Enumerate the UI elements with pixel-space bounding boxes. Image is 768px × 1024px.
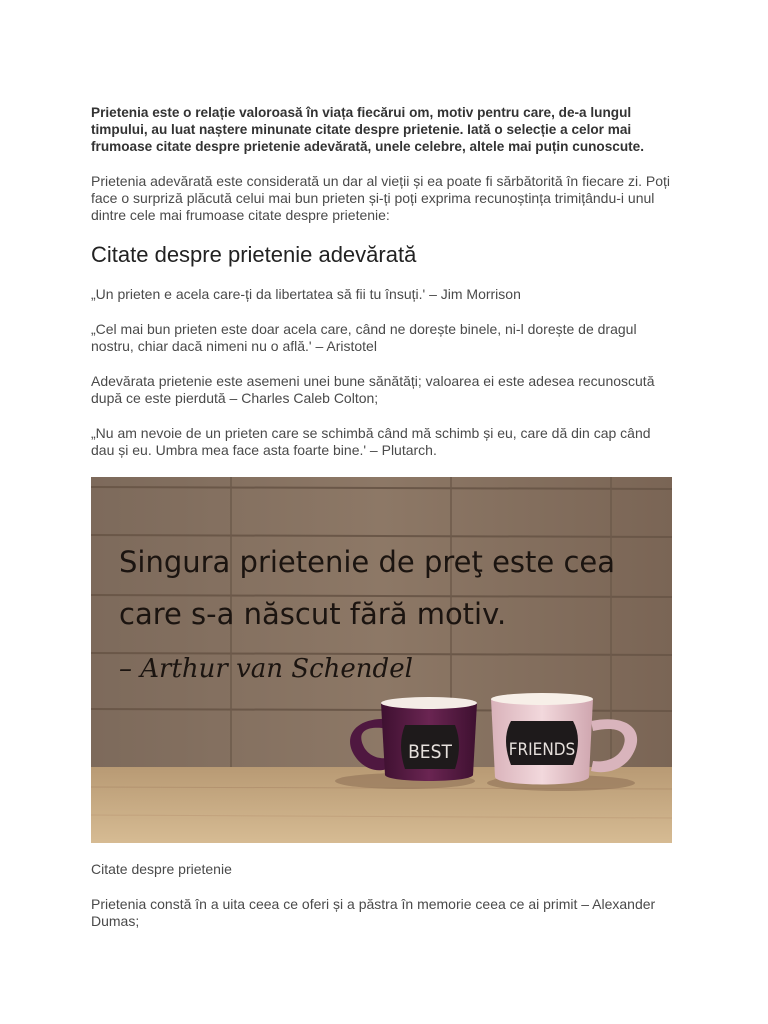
quote-image [91,477,672,843]
image-quote-line1: Singura prietenie de preţ este cea [119,545,616,579]
quote-aristotel: „Cel mai bun prieten este doar acela care, când ne dorește binele, ni-l dorește de dragul nostru, chiar dacă nimeni nu o află.' – Aristotel [91,321,637,354]
image-quote-author: – Arthur van Schendel [119,654,413,684]
mug-best-label: BEST [408,741,452,763]
image-quote-line2: care s-a născut fără motiv. [119,597,507,631]
body-paragraph: Prietenia adevărată este considerată un dar al vieții și ea poate fi sărbătorită în fiecare zi. Poți face o surpriză plăcută celui mai bun prieten și-ți poți exprima recunoștința trimițându-i unul dintre cele mai frumoase citate despre prietenie: [91,173,670,223]
quote-morrison: „Un prieten e acela care-ți da libertatea să fii tu însuți.' – Jim Morrison [91,286,521,302]
quote-colton: Adevărata prietenie este asemeni unei bune sănătăți; valoarea ei este adesea recunoscută după ce este pierdută – Charles Caleb Colton; [91,373,655,406]
section-heading: Citate despre prietenie adevărată [91,242,417,267]
quote-plutarch: „Nu am nevoie de un prieten care se schimbă când mă schimb și eu, care dă din cap când dau și eu. Umbra mea face asta foarte bine.' – Plutarch. [91,425,651,458]
intro-paragraph: Prietenia este o relație valoroasă în viața fiecărui om, motiv pentru care, de-a lungul timpului, au luat naștere minunate citate despre prietenie. Iată o selecție a celor mai frumoase citate despre prietenie adevărată, unele celebre, altele mai puțin cunoscute. [91,105,645,154]
quote-dumas: Prietenia constă în a uita ceea ce oferi și a păstra în memorie ceea ce ai primit – Alexander Dumas; [91,896,656,929]
image-caption: Citate despre prietenie [91,861,232,877]
article [91,104,676,948]
quote-image-graphic [91,477,672,843]
mug-friends-label: FRIENDS [508,740,576,760]
